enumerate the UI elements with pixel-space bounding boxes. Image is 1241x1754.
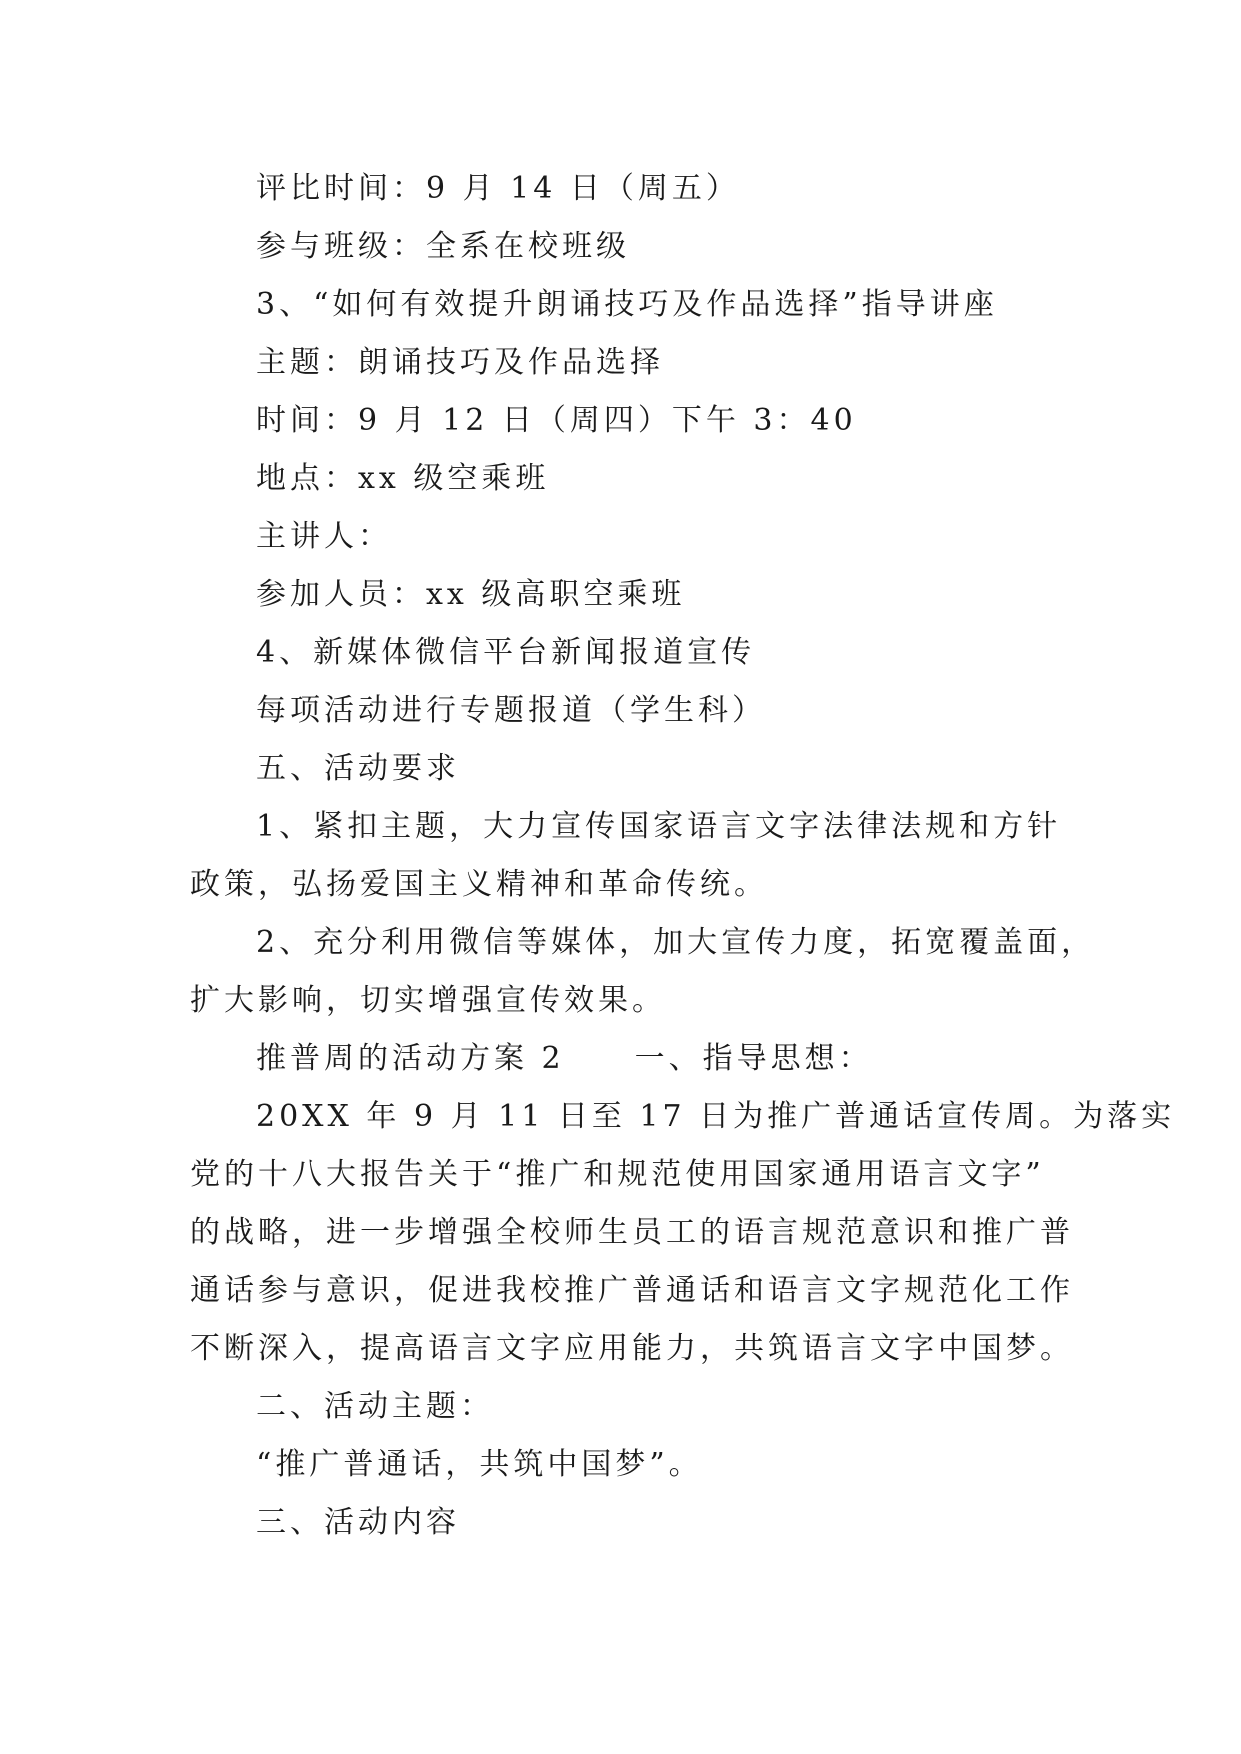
paragraph-line: 不断深入，提高语言文字应用能力，共筑语言文字中国梦。 bbox=[190, 1331, 1074, 1366]
paragraph-line: 主题：朗诵技巧及作品选择 bbox=[256, 345, 664, 380]
section-heading: 三、活动内容 bbox=[256, 1505, 460, 1540]
paragraph-line: 通话参与意识，促进我校推广普通话和语言文字规范化工作 bbox=[190, 1273, 1074, 1308]
paragraph-line: 时间：9 月 12 日（周四）下午 3：40 bbox=[256, 403, 857, 438]
paragraph-line: 20XX 年 9 月 11 日至 17 日为推广普通话宣传周。为落实 bbox=[256, 1099, 1176, 1134]
paragraph-line: “推广普通话，共筑中国梦”。 bbox=[256, 1447, 703, 1482]
plan-title: 推普周的活动方案 2 bbox=[256, 1041, 565, 1076]
paragraph-line: 参与班级：全系在校班级 bbox=[256, 229, 630, 264]
paragraph-line: 每项活动进行专题报道（学生科） bbox=[256, 693, 766, 728]
paragraph-line: 3、“如何有效提升朗诵技巧及作品选择”指导讲座 bbox=[256, 287, 998, 322]
paragraph-line: 的战略，进一步增强全校师生员工的语言规范意识和推广普 bbox=[190, 1215, 1074, 1250]
paragraph-line: 1、紧扣主题，大力宣传国家语言文字法律法规和方针 bbox=[256, 809, 1062, 844]
section-heading: 五、活动要求 bbox=[256, 751, 460, 786]
paragraph-line: 扩大影响，切实增强宣传效果。 bbox=[190, 983, 666, 1018]
paragraph-line: 参加人员：xx 级高职空乘班 bbox=[256, 577, 686, 612]
paragraph-line: 地点：xx 级空乘班 bbox=[256, 461, 550, 496]
paragraph-line: 2、充分利用微信等媒体，加大宣传力度，拓宽覆盖面， bbox=[256, 925, 1096, 960]
paragraph-line: 政策，弘扬爱国主义精神和革命传统。 bbox=[190, 867, 768, 902]
paragraph-line: 主讲人： bbox=[256, 519, 392, 554]
section-heading: 一、指导思想： bbox=[634, 1041, 873, 1076]
paragraph-line: 评比时间：9 月 14 日（周五） bbox=[256, 171, 740, 206]
paragraph-line: 4、新媒体微信平台新闻报道宣传 bbox=[256, 635, 756, 670]
document-body bbox=[190, 160, 1176, 1552]
paragraph-line: 党的十八大报告关于“推广和规范使用国家通用语言文字” bbox=[190, 1157, 1045, 1192]
plan-title-line bbox=[190, 1030, 1080, 1088]
section-heading: 二、活动主题： bbox=[256, 1389, 494, 1424]
